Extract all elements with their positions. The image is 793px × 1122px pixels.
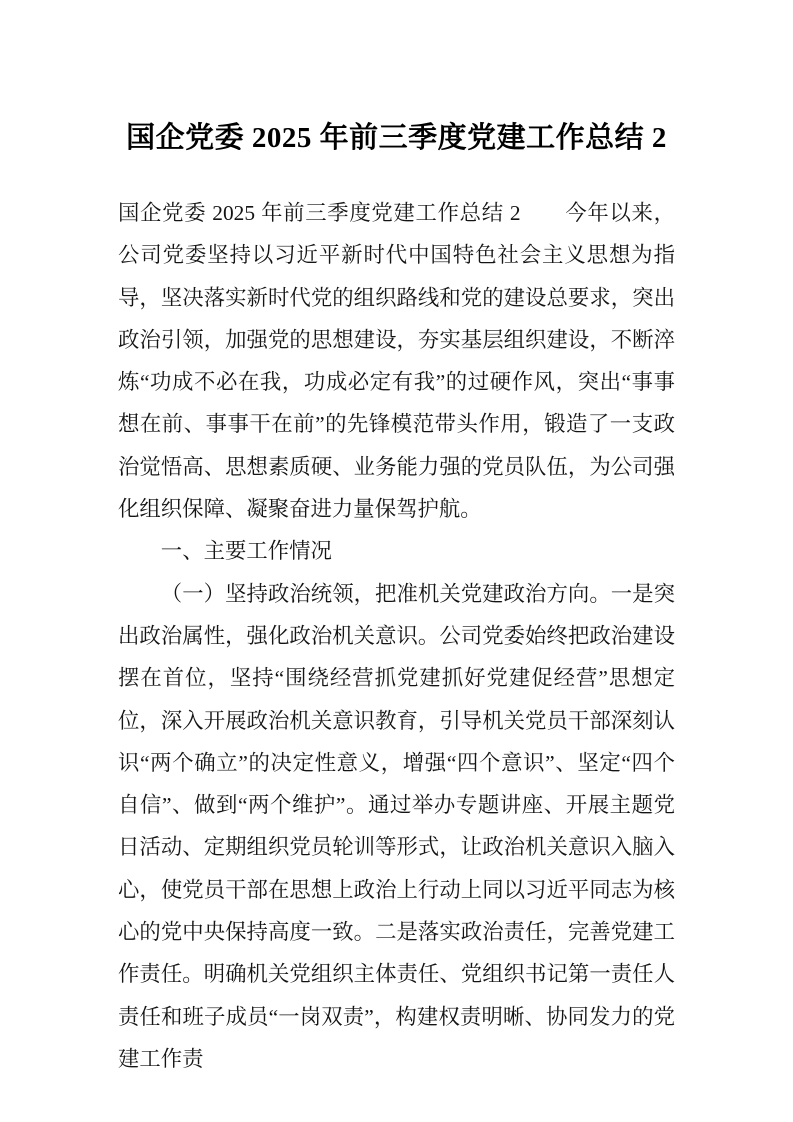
paragraph-intro: 国企党委 2025 年前三季度党建工作总结 2 今年以来，公司党委坚持以习近平新时代中国特色社会主义思想为指导，坚决落实新时代党的组织路线和党的建设总要求，突出政治引领，加强党的思想建设，夯实基层组织建设，不断淬炼“功成不必在我，功成必定有我”的过硬作风，突出“事事想在前、事事干在前”的先锋模范带头作用，锻造了一支政治觉悟高、思想素质硬、业务能力强的党员队伍，为公司强化组织保障、凝聚奋进力量保驾护航。 <box>118 201 675 522</box>
section-heading-main-work: 一、主要工作情况 <box>160 539 332 564</box>
document-title: 国企党委 2025 年前三季度党建工作总结 2 <box>126 122 667 154</box>
document-body <box>118 192 675 1080</box>
paragraph-section-one: （一）坚持政治统领，把准机关党建政治方向。一是突出政治属性，强化政治机关意识。公司党委始终把政治建设摆在首位，坚持“围绕经营抓党建抓好党建促经营”思想定位，深入开展政治机关意识教育，引导机关党员干部深刻认识“两个确立”的决定性意义，增强“四个意识”、坚定“四个自信”、做到“两个维护”。通过举办专题讲座、开展主题党日活动、定期组织党员轮训等形式，让政治机关意识入脑入心，使党员干部在思想上政治上行动上同以习近平同志为核心的党中央保持高度一致。二是落实政治责任，完善党建工作责任。明确机关党组织主体责任、党组织书记第一责任人责任和班子成员“一岗双责”，构建权责明晰、协同发力的党建工作责 <box>118 581 675 1071</box>
